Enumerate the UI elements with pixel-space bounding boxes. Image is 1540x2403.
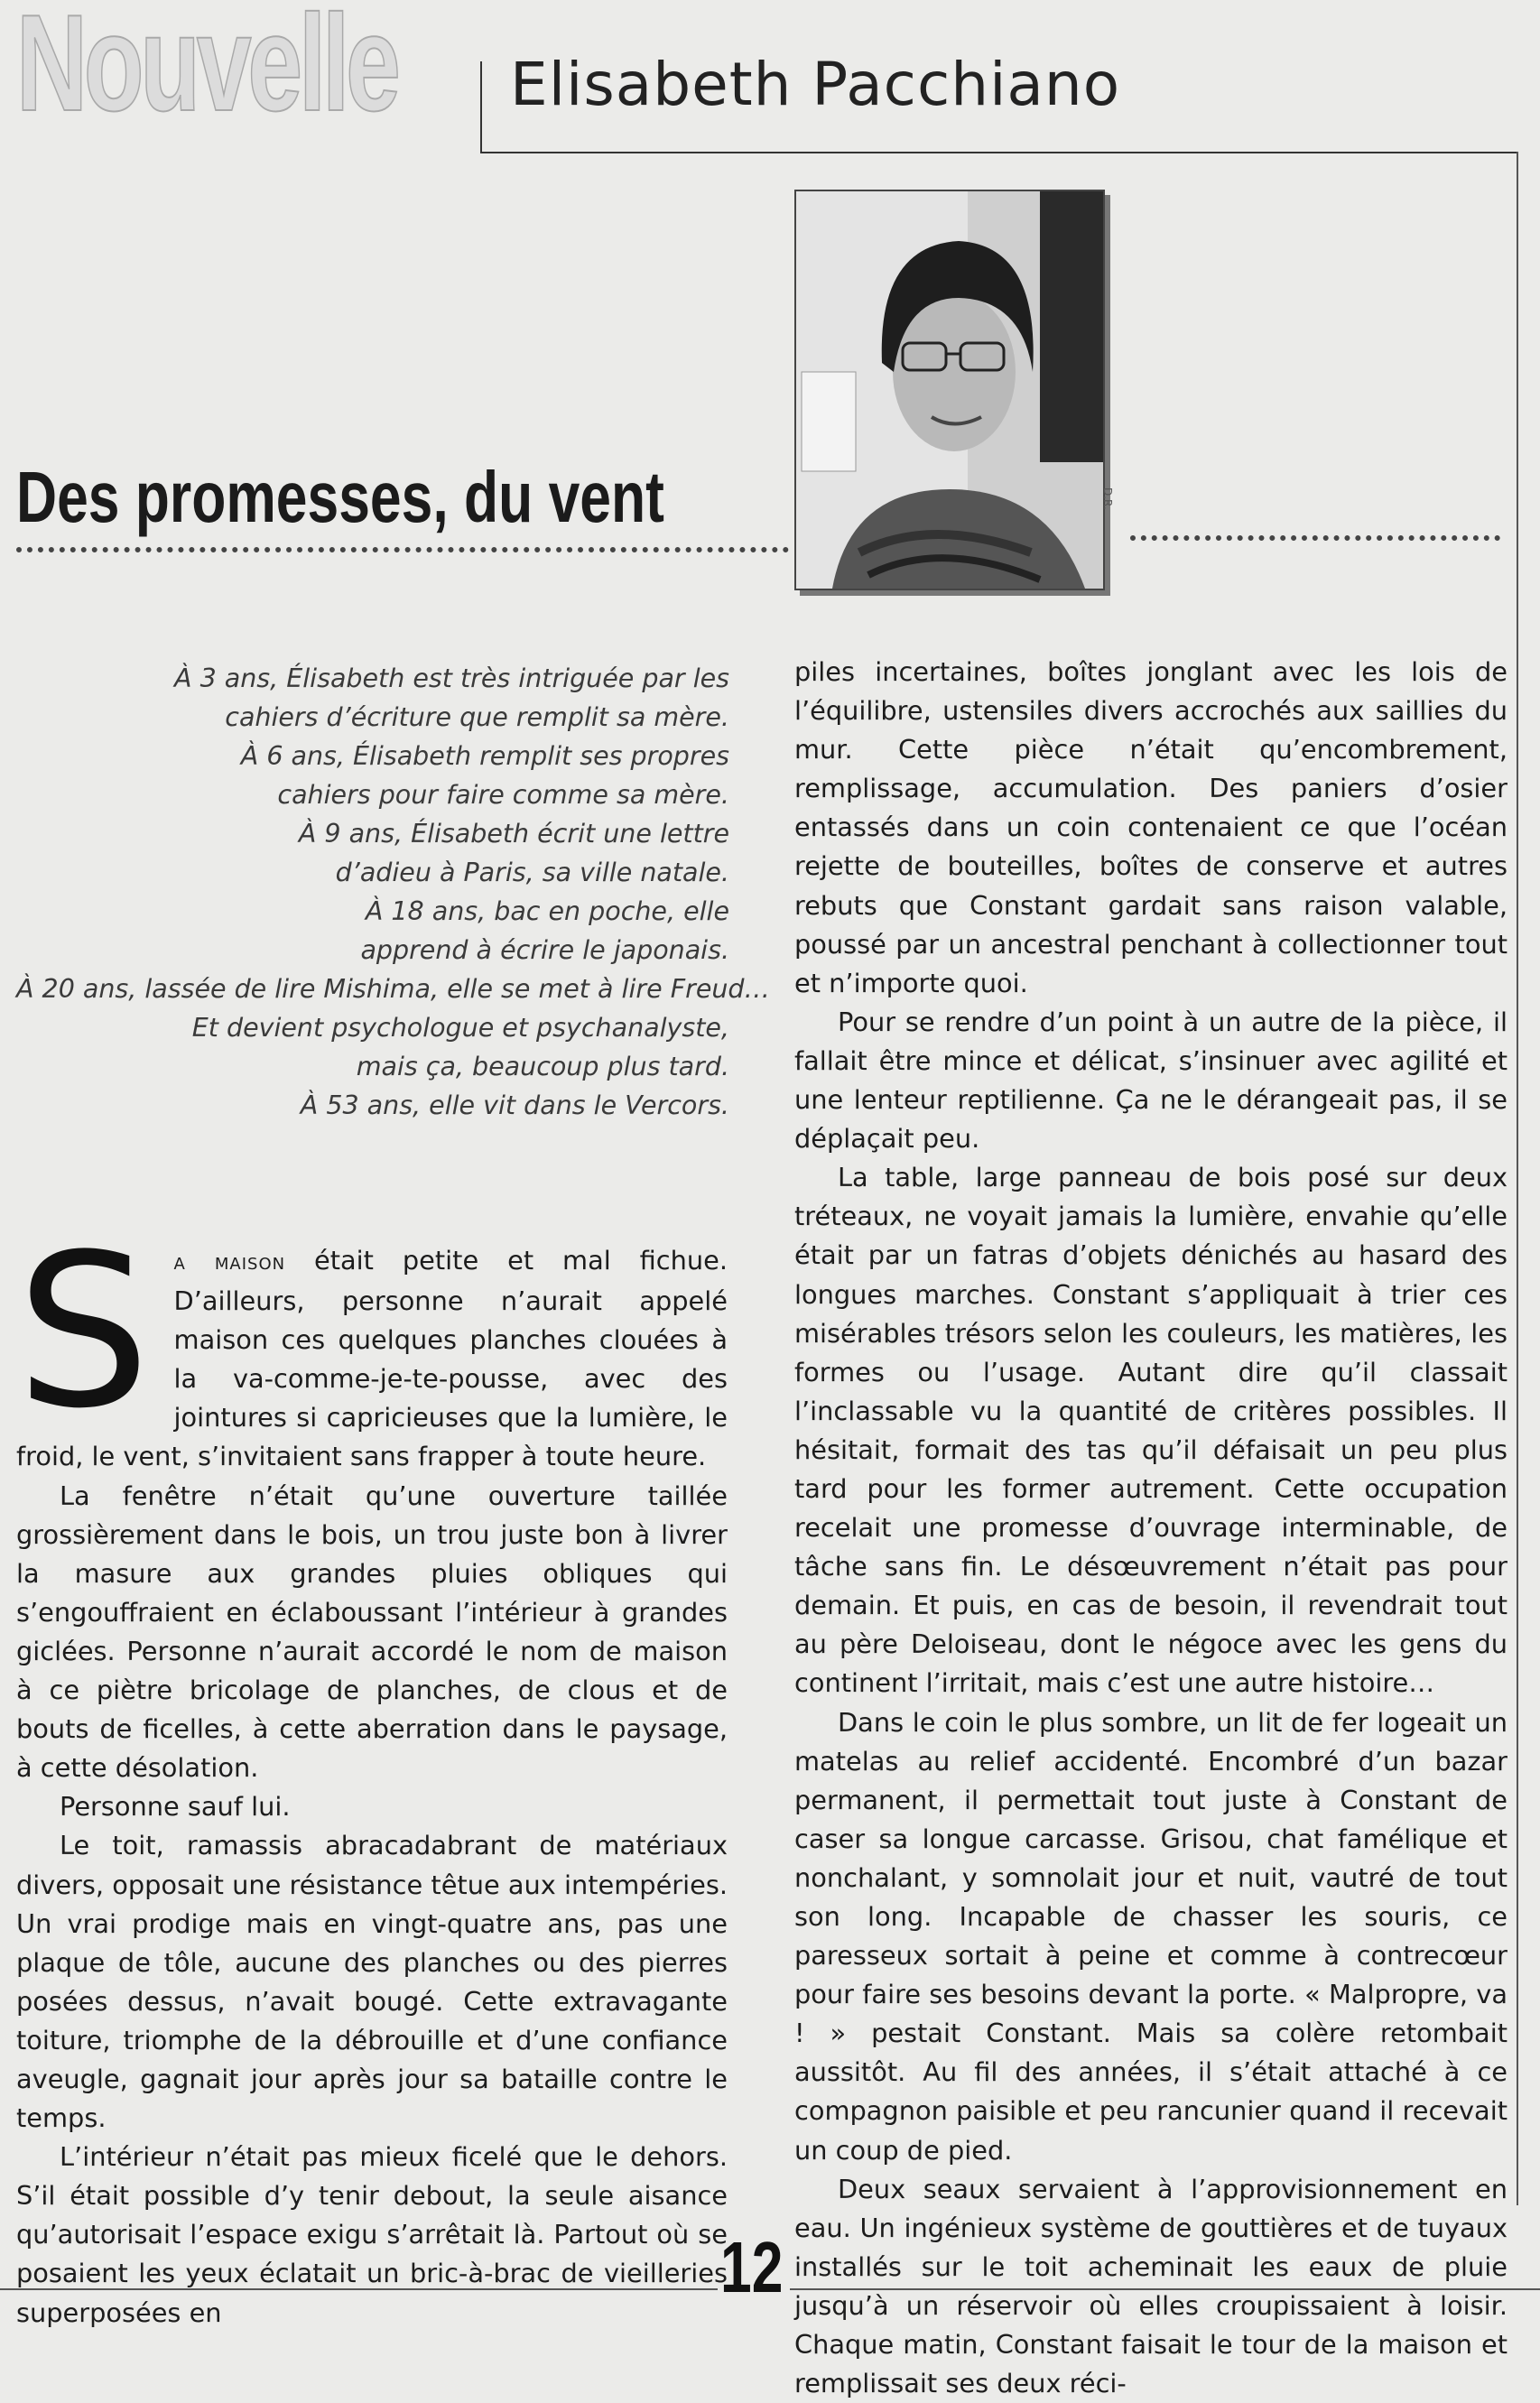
lead-in-text: était petite et mal fichue. D’ailleurs, personne n’aurait appelé maison ces quelques planches clouées à la va-comme-je-te-pousse, avec des jointures si capricieuses que la lumière, le froid, le vent, s’invitaient sans frapper à toute heure.	[16, 1245, 728, 1472]
title-dotted-rule-right	[1130, 535, 1500, 541]
author-bio	[16, 659, 771, 1125]
title-dotted-rule-left	[16, 547, 789, 552]
footer-rule-right	[790, 2288, 1540, 2290]
article-paragraph: L’intérieur n’était pas mieux ficelé que le dehors. S’il était possible d’y tenir debout, la seule aisance qu’autorisait l’espace exigu s’arrêtait là. Partout où se posaient les yeux éclatait un bric-à-brac de vieilleries superposées en	[16, 2141, 728, 2328]
bio-line: cahiers pour faire comme sa mère.	[277, 780, 729, 810]
section-label: Nouvelle	[16, 0, 397, 140]
page-number: 12	[720, 2227, 784, 2307]
bio-line: cahiers d’écriture que remplit sa mère.	[225, 702, 729, 732]
bio-line: À 53 ans, elle vit dans le Vercors.	[300, 1090, 729, 1120]
article-column-right	[794, 653, 1508, 2403]
article-paragraph: Dans le coin le plus sombre, un lit de fer logeait un matelas au relief accidenté. Encombré d’un bazar permanent, il permettait tout juste à Constant de caser sa longue carcasse. Grisou, chat famélique et nonchalant, y somnolait jour et nuit, vautré de tout son long. Incapable de chasser les souris, ce paresseux sortait à peine et comme à contrecœur pour faire ses besoins devant la porte. « Malpropre, va ! » pestait Constant. Mais sa colère retombait aussitôt. Au fil des années, il s’était attaché à ce compagnon paisible et peu rancunier quand il recevait un coup de pied.	[794, 1706, 1508, 2166]
article-paragraph: La fenêtre n’était qu’une ouverture taillée grossièrement dans le bois, un trou juste bon à livrer la masure aux grandes pluies obliques qui s’engouffraient en éclaboussant l’intérieur à grandes giclées. Personne n’aurait accordé le nom de maison à ce piètre bricolage de planches, de clous et de bouts de ficelles, à cette aberration dans le paysage, à cette désolation.	[16, 1480, 728, 1784]
author-portrait-photo-icon	[796, 191, 1103, 589]
bio-line: Et devient psychologue et psychanalyste,	[191, 1013, 729, 1043]
bio-line: mais ça, beaucoup plus tard.	[356, 1052, 729, 1081]
author-name: Elisabeth Pacchiano	[510, 50, 1121, 119]
bio-line: apprend à écrire le japonais.	[360, 935, 729, 965]
article-paragraph	[16, 1210, 728, 1477]
article-paragraph: Personne sauf lui.	[60, 1791, 291, 1823]
bio-line: À 20 ans, lassée de lire Mishima, elle se met à lire Freud…	[16, 974, 771, 1004]
article-paragraph: Pour se rendre d’un point à un autre de la pièce, il fallait être mince et délicat, s’insinuer avec agilité et une lenteur reptilienne. Ça ne le dérangeait pas, il se déplaçait peu.	[794, 1006, 1508, 1155]
header-divider-vertical	[480, 61, 482, 153]
drop-cap: S	[16, 1210, 151, 1455]
article-paragraph: piles incertaines, boîtes jonglant avec les lois de l’équilibre, ustensiles divers accrochés aux saillies du mur. Cette pièce n’était qu’encombrement, remplissage, accumulation. Des paniers d’osier entassés dans un coin contenaient ce que l’océan rejette de bouteilles, boîtes de conserve et autres rebuts que Constant gardait sans raison valable, poussé par un ancestral penchant à collectionner tout et n’importe quoi.	[794, 656, 1508, 998]
article-column-left	[16, 1210, 728, 2333]
lead-in-smallcaps: a maison	[173, 1248, 286, 1276]
bio-line: À 6 ans, Élisabeth remplit ses propres	[240, 741, 729, 771]
bio-line: À 18 ans, bac en poche, elle	[365, 896, 729, 926]
bio-line: d’adieu à Paris, sa ville natale.	[335, 858, 729, 887]
header-divider-horizontal	[480, 152, 1518, 153]
article-paragraph: Deux seaux servaient à l’approvisionnement en eau. Un ingénieux système de gouttières et de tuyaux installés sur le toit acheminait les eaux de pluie jusqu’à un réservoir où elles croupissaient à loisir. Chaque matin, Constant faisait le tour de la maison et remplissait ses deux réci-	[794, 2173, 1508, 2399]
article-title: Des promesses, du vent	[16, 457, 664, 537]
footer-rule-left	[0, 2288, 718, 2290]
photo-credit: D.R.	[1101, 487, 1114, 510]
author-photo	[794, 190, 1105, 590]
bio-line: À 3 ans, Élisabeth est très intriguée par les	[174, 663, 729, 693]
page-right-border	[1517, 152, 1518, 2205]
article-paragraph: Le toit, ramassis abracadabrant de matériaux divers, opposait une résistance têtue aux intempéries. Un vrai prodige mais en vingt-quatre ans, pas une plaque de tôle, aucune des planches ou des pierres posées dessus, n’avait bougé. Cette extravagante toiture, triomphe de la débrouille et d’une confiance aveugle, gagnait jour après jour sa bataille contre le temps.	[16, 1830, 728, 2134]
article-paragraph: La table, large panneau de bois posé sur deux tréteaux, ne voyait jamais la lumière, envahie qu’elle était par un fatras d’objets dénichés au hasard des longues marches. Constant s’appliquait à trier ces misérables trésors selon les couleurs, les matières, les formes ou l’usage. Autant dire qu’il classait l’inclassable vu la quantité de critères possibles. Il hésitait, formait des tas qu’il défaisait un peu plus tard pour les former autrement. Cette occupation recelait une promesse d’ouvrage interminable, de tâche sans fin. Le désœuvrement n’était pas pour demain. Et puis, en cas de besoin, il revendrait tout au père Deloiseau, dont le négoce avec les gens du continent l’irritait, mais c’est une autre histoire…	[794, 1162, 1508, 1699]
bio-line: À 9 ans, Élisabeth écrit une lettre	[298, 819, 729, 849]
